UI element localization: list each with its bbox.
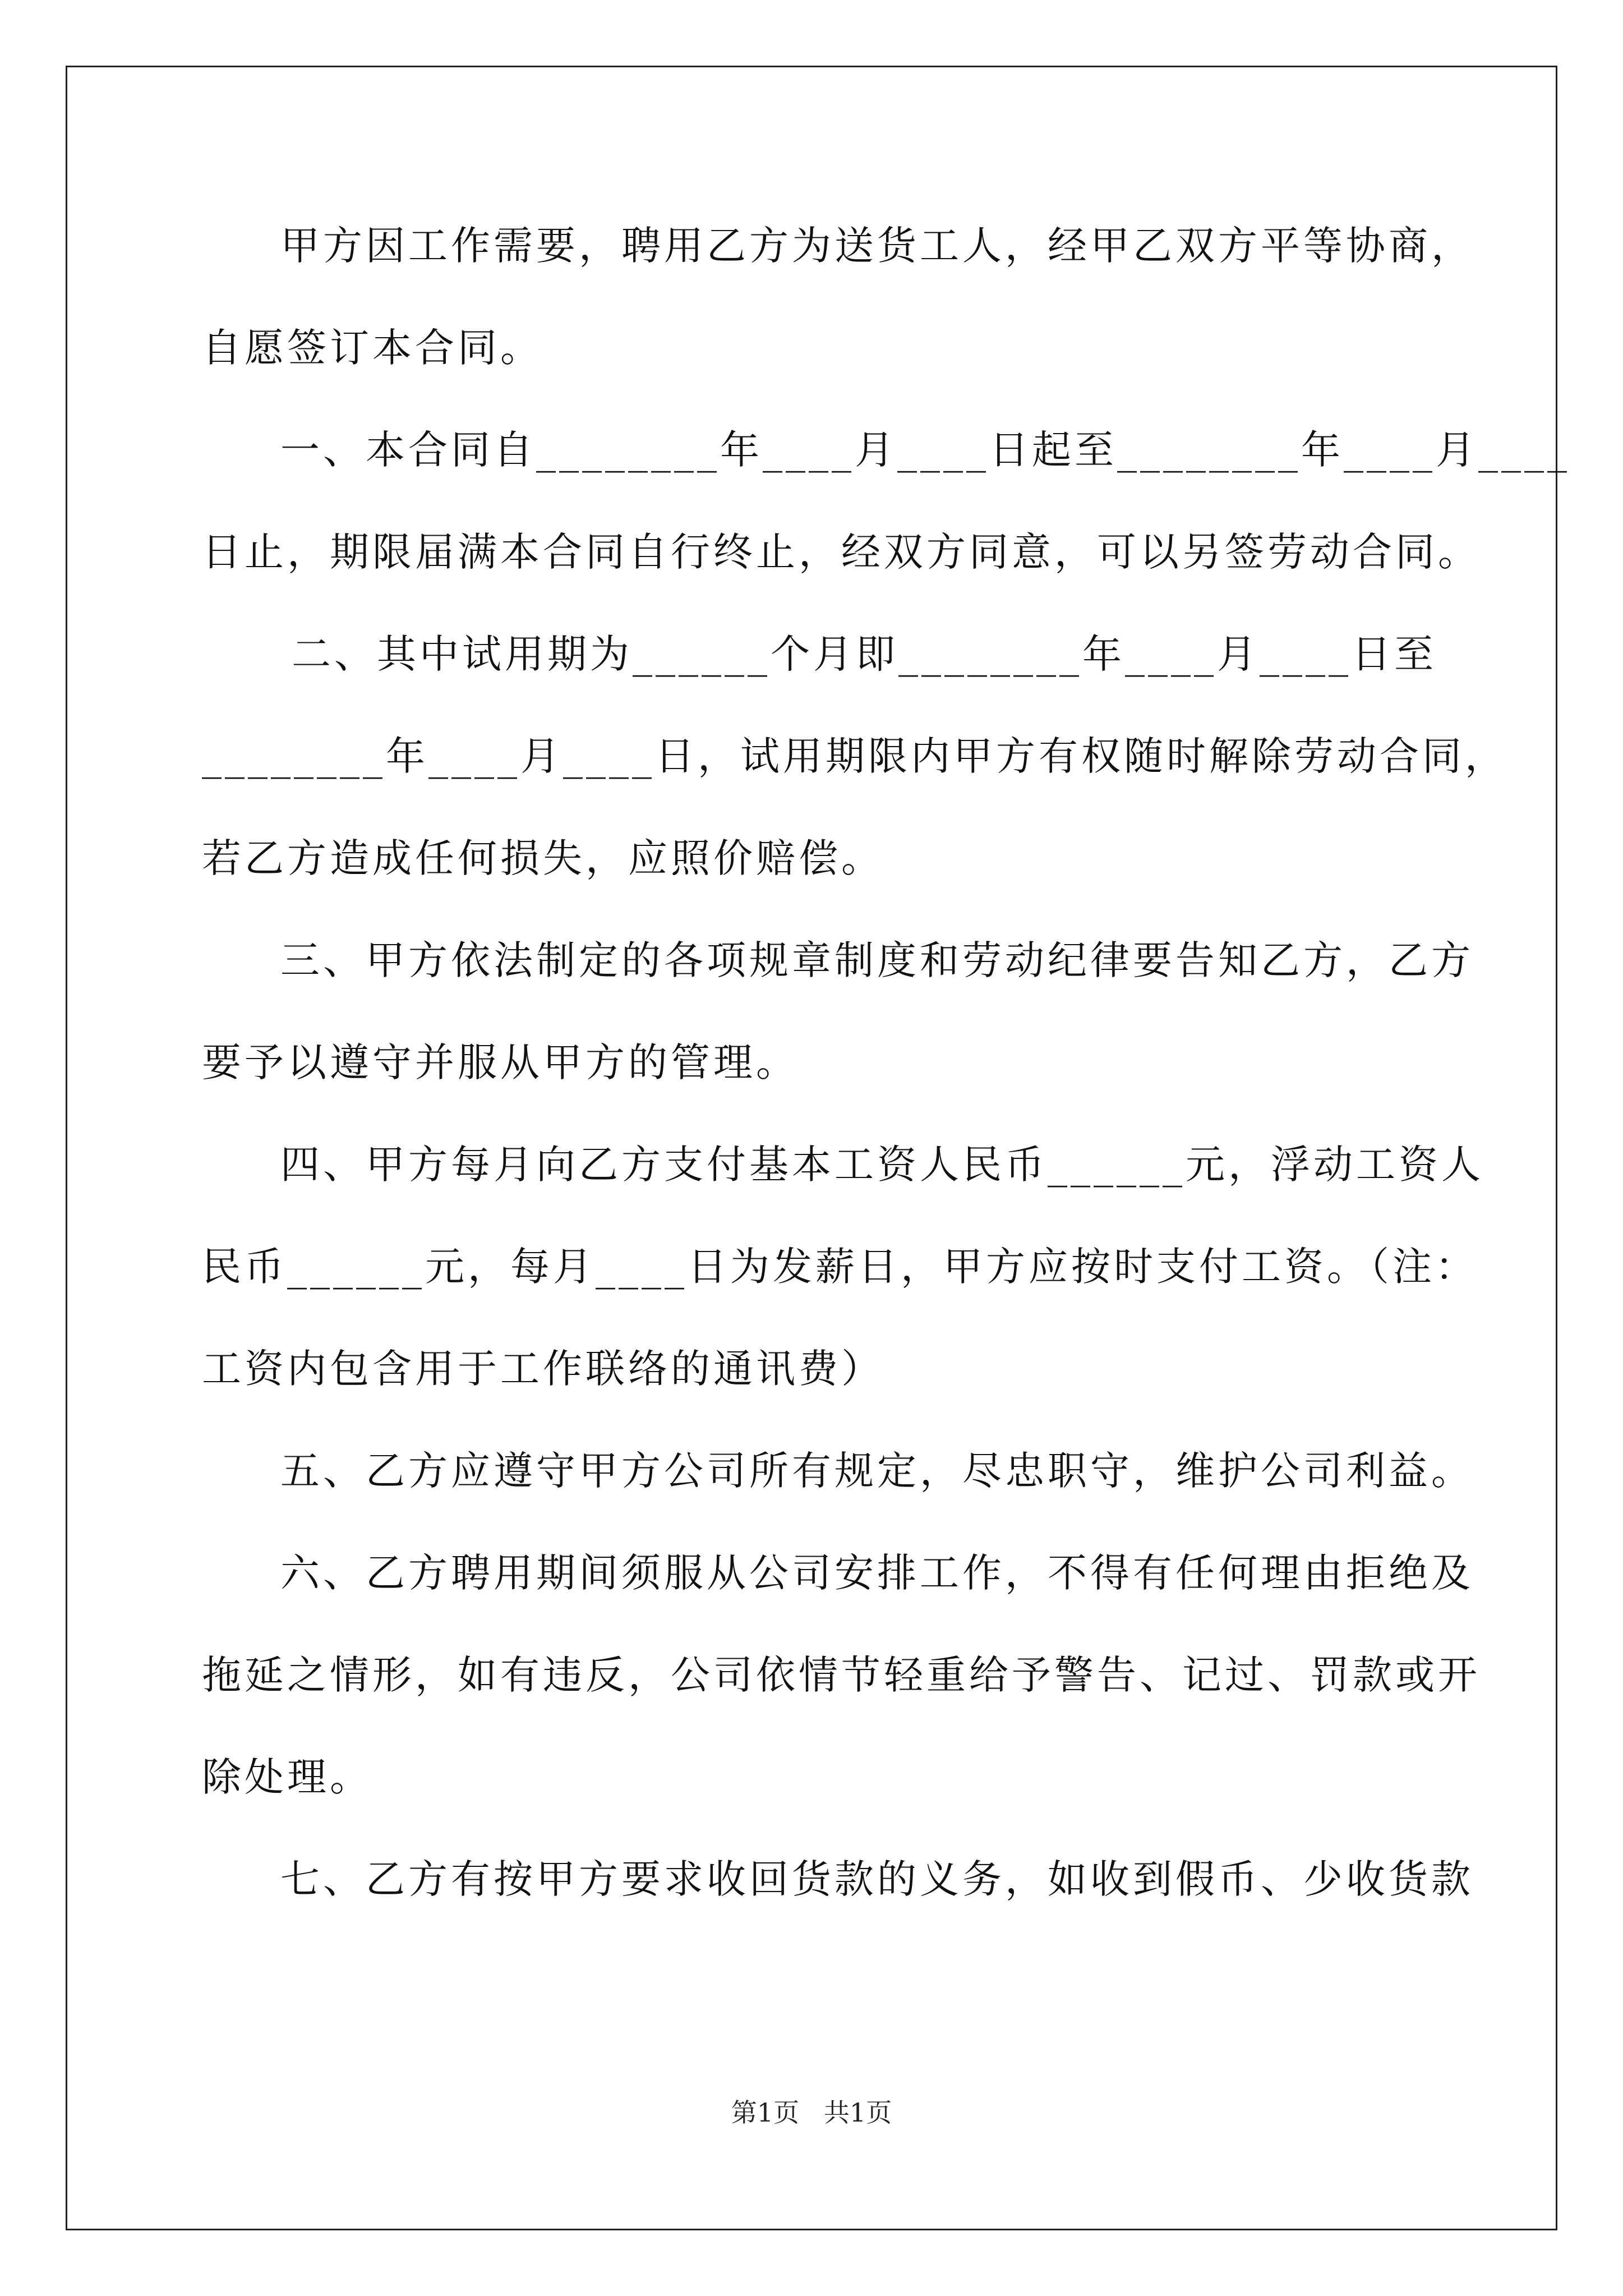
clause-3-line-1: 三、甲方依法制定的各项规章制度和劳动纪律要告知乙方，乙方 bbox=[280, 937, 1474, 983]
clause-4-line-3: 工资内包含用于工作联络的通讯费） bbox=[202, 1346, 884, 1392]
clause-6-line-1: 六、乙方聘用期间须服从公司安排工作，不得有任何理由拒绝及 bbox=[280, 1550, 1474, 1596]
clause-5-line-1: 五、乙方应遵守甲方公司所有规定，尽忠职守，维护公司利益。 bbox=[280, 1448, 1474, 1494]
clause-7-line-1: 七、乙方有按甲方要求收回货款的义务，如收到假币、少收货款 bbox=[280, 1856, 1474, 1902]
clause-4-line-1: 四、甲方每月向乙方支付基本工资人民币______元，浮动工资人 bbox=[280, 1142, 1484, 1188]
clause-2-line-3: 若乙方造成任何损失，应照价赔偿。 bbox=[202, 835, 884, 881]
page-number-footer: 第1页 共1页 bbox=[731, 2097, 892, 2128]
clause-1-line-1: 一、本合同自________年____月____日起至________年____月____ bbox=[280, 427, 1570, 473]
clause-4-line-2: 民币______元，每月____日为发薪日，甲方应按时支付工资。（注： bbox=[202, 1244, 1478, 1290]
clause-3-line-2: 要予以遵守并服从甲方的管理。 bbox=[202, 1039, 799, 1085]
paragraph-intro-line-2: 自愿签订本合同。 bbox=[202, 325, 543, 371]
clause-2-line-2: ________年____月____日，试用期限内甲方有权随时解除劳动合同， bbox=[202, 733, 1507, 779]
clause-6-line-2: 拖延之情形，如有违反，公司依情节轻重给予警告、记过、罚款或开 bbox=[202, 1652, 1481, 1698]
document-body bbox=[202, 218, 1570, 1953]
clause-1-line-2: 日止，期限届满本合同自行终止，经双方同意，可以另签劳动合同。 bbox=[202, 529, 1481, 575]
paragraph-intro-line-1: 甲方因工作需要，聘用乙方为送货工人，经甲乙双方平等协商， bbox=[280, 223, 1474, 269]
clause-6-line-3: 除处理。 bbox=[202, 1754, 372, 1800]
clause-2-line-1: 二、其中试用期为______个月即________年____月____日至 bbox=[292, 631, 1437, 677]
